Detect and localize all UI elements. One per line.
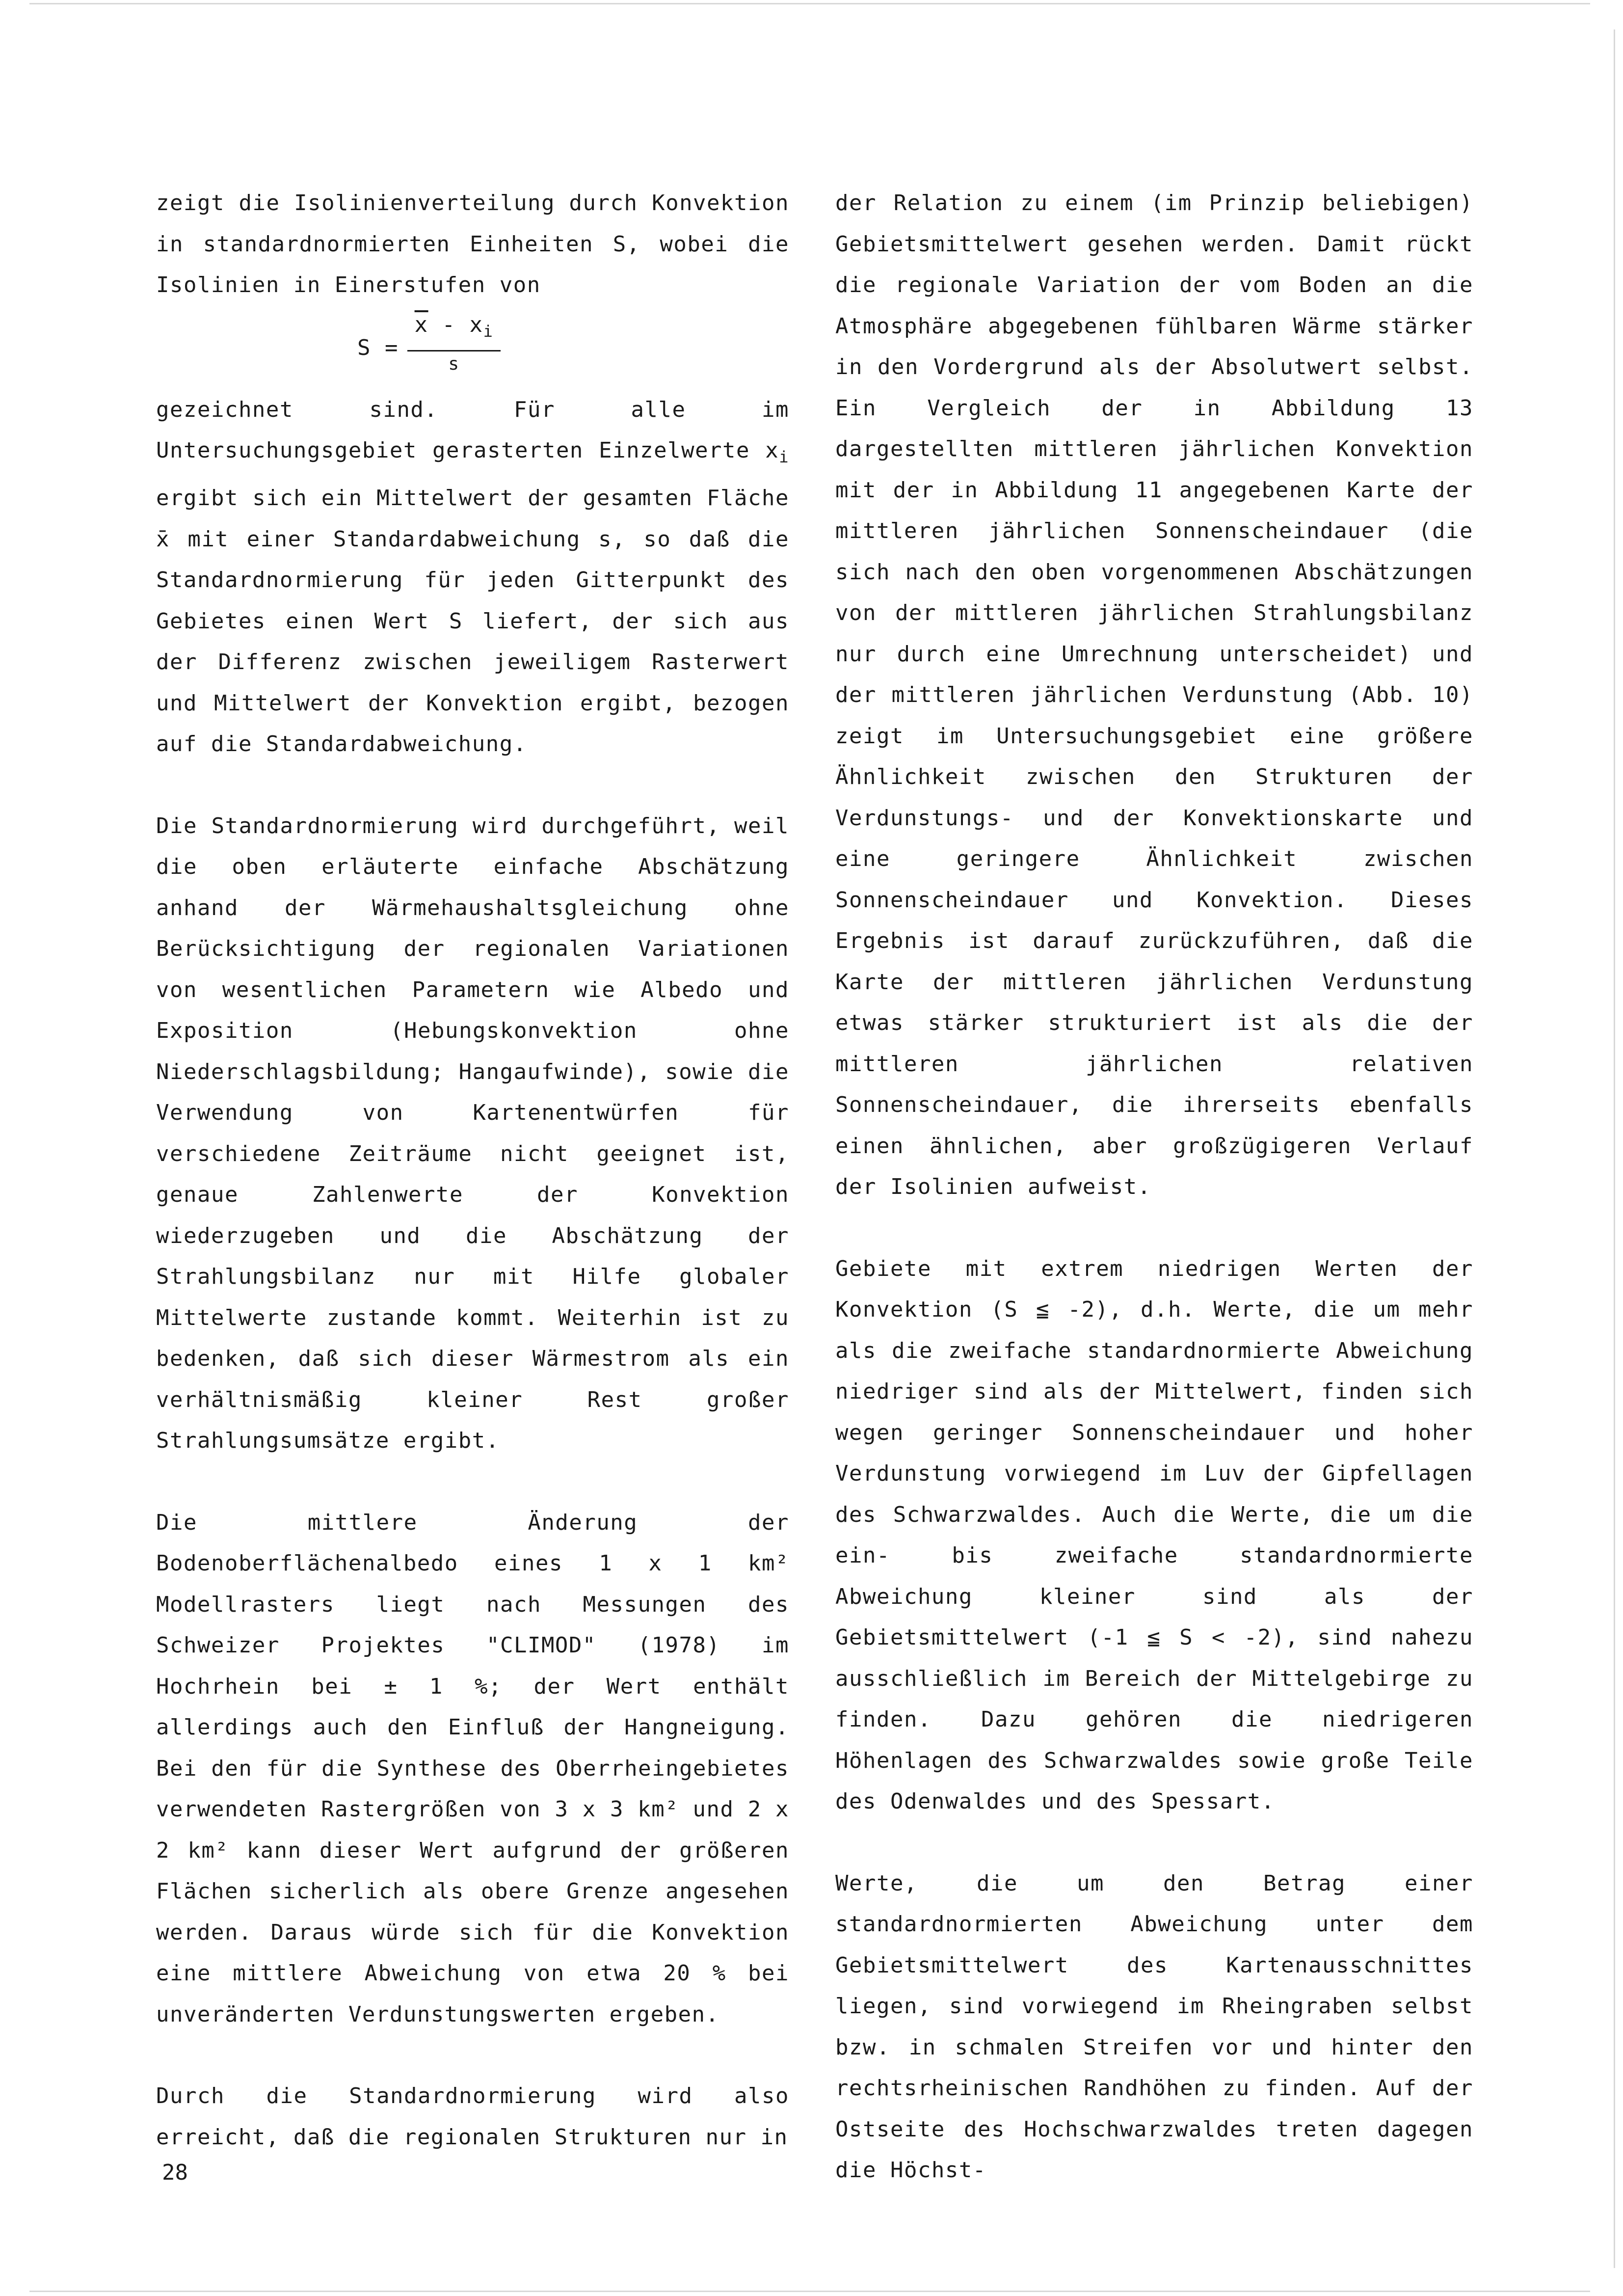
formula-minus-x: - x [428, 312, 483, 337]
paragraph-left-1-part-b: ergibt sich ein Mittelwert der gesamten Fläche x̄ mit einer Standardabweichung s, so daß die Standardnormierung für jeden Gitterpunkt des Gebietes einen Wert S liefert, der sich aus der Differenz zwischen jeweiligem Rasterwert und Mittelwert der Konvektion ergibt, bezogen auf die Standardabweichung. [156, 486, 789, 757]
paragraph-left-1-part-a: gezeichnet sind. Für alle im Untersuchungsgebiet gerasterten Einzelwerte x [156, 397, 789, 463]
right-column [835, 183, 1473, 2232]
paragraph-right-3: Werte, die um den Betrag einer standardnormierten Abweichung unter dem Gebietsmittelwert des Kartenausschnittes liegen, sind vorwiegend im Rheingraben selbst bzw. in schmalen Streifen vor und hinter den rechtsrheinischen Randhöhen zu finden. Auf der Ostseite des Hochschwarzwaldes treten dagegen die Höchst- [835, 1870, 1473, 2183]
formula-subscript-i: i [483, 322, 494, 341]
paragraph-left-4: Durch die Standardnormierung wird also erreicht, daß die regionalen Strukturen nur in [156, 2083, 789, 2150]
paragraph-right-1: der Relation zu einem (im Prinzip beliebigen) Gebietsmittelwert gesehen werden. Damit rückt die regionale Variation der vom Boden an die Atmosphäre abgegebenen fühlbaren Wärme stärker in den Vordergrund als der Absolutwert selbst. Ein Vergleich der in Abbildung 13 dargestellten mittleren jährlichen Konvektion mit der in Abbildung 11 angegebenen Karte der mittleren jährlichen Sonnenscheindauer (die sich nach den oben vorgenommenen Abschätzungen von der mittleren jährlichen Strahlungsbilanz nur durch eine Umrechnung unterscheidet) und der mittleren jährlichen Verdunstung (Abb. 10) zeigt im Untersuchungsgebiet eine größere Ähnlichkeit zwischen den Strukturen der Verdunstungs- und der Konvektionskarte und eine geringere Ähnlichkeit zwischen Sonnenscheindauer und Konvektion. Dieses Ergebnis ist darauf zurückzuführen, daß die Karte der mittleren jährlichen Verdunstung etwas stärker strukturiert ist als die der mittleren jährlichen relativen Sonnenscheindauer, die ihrerseits ebenfalls einen ähnlichen, aber großzügigeren Verlauf der Isolinien aufweist. [835, 190, 1473, 1199]
scan-edge-right [1614, 29, 1615, 2268]
scan-edge-bottom [29, 2291, 1590, 2292]
formula-denominator: s [448, 354, 460, 375]
subscript-i: i [779, 447, 789, 466]
scan-edge-top [29, 3, 1590, 4]
left-column [156, 183, 789, 2198]
formula-lhs: S = [357, 335, 399, 360]
page-number: 28 [162, 2160, 188, 2185]
formula-numerator [407, 308, 501, 352]
paragraph-right-2: Gebiete mit extrem niedrigen Werten der Konvektion (S ≦ -2), d.h. Werte, die um mehr als die zweifache standardnormierte Abweichung niedriger sind als der Mittelwert, finden sich wegen geringer Sonnenscheindauer und hoher Verdunstung vorwiegend im Luv der Gipfellagen des Schwarzwaldes. Auch die Werte, die um die ein- bis zweifache standardnormierte Abweichung kleiner sind als der Gebietsmittelwert (-1 ≦ S < -2), sind nahezu ausschließlich im Bereich der Mittelgebirge zu finden. Dazu gehören die niedrigeren Höhenlagen des Schwarzwaldes sowie große Teile des Odenwaldes und des Spessart. [835, 1256, 1473, 1814]
paragraph-left-2: Die Standardnormierung wird durchgeführt, weil die oben erläuterte einfache Abschätzung anhand der Wärmehaushaltsgleichung ohne Berücksichtigung der regionalen Variationen von wesentlichen Parametern wie Albedo und Exposition (Hebungskonvektion ohne Niederschlagsbildung; Hangaufwinde), sowie die Verwendung von Kartenentwürfen für verschiedene Zeiträume nicht geeignet ist, genaue Zahlenwerte der Konvektion wiederzugeben und die Abschätzung der Strahlungsbilanz nur mit Hilfe globaler Mittelwerte zustande kommt. Weiterhin ist zu bedenken, daß sich dieser Wärmestrom als ein verhältnismäßig kleiner Rest großer Strahlungsumsätze ergibt. [156, 813, 789, 1454]
standardization-formula [156, 308, 789, 386]
paragraph-left-3: Die mittlere Änderung der Bodenoberflächenalbedo eines 1 x 1 km² Modellrasters liegt nach Messungen des Schweizer Projektes "CLIMOD" (1978) im Hochrhein bei ± 1 %; der Wert enthält allerdings auch den Einfluß der Hangneigung. Bei den für die Synthese des Oberrheingebietes verwendeten Rastergrößen von 3 x 3 km² und 2 x 2 km² kann dieser Wert aufgrund der größeren Flächen sicherlich als obere Grenze angesehen werden. Daraus würde sich für die Konvektion eine mittlere Abweichung von etwa 20 % bei unveränderten Verdunstungswerten ergeben. [156, 1510, 789, 2027]
formula-fraction [407, 308, 501, 378]
paragraph-left-1-continued [156, 389, 789, 765]
formula-mean-x: $\overline{x}$ [414, 312, 428, 337]
paragraph-left-1-intro: zeigt die Isolinienverteilung durch Konvektion in standardnormierten Einheiten S, wobei die Isolinien in Einerstufen von [156, 190, 789, 297]
